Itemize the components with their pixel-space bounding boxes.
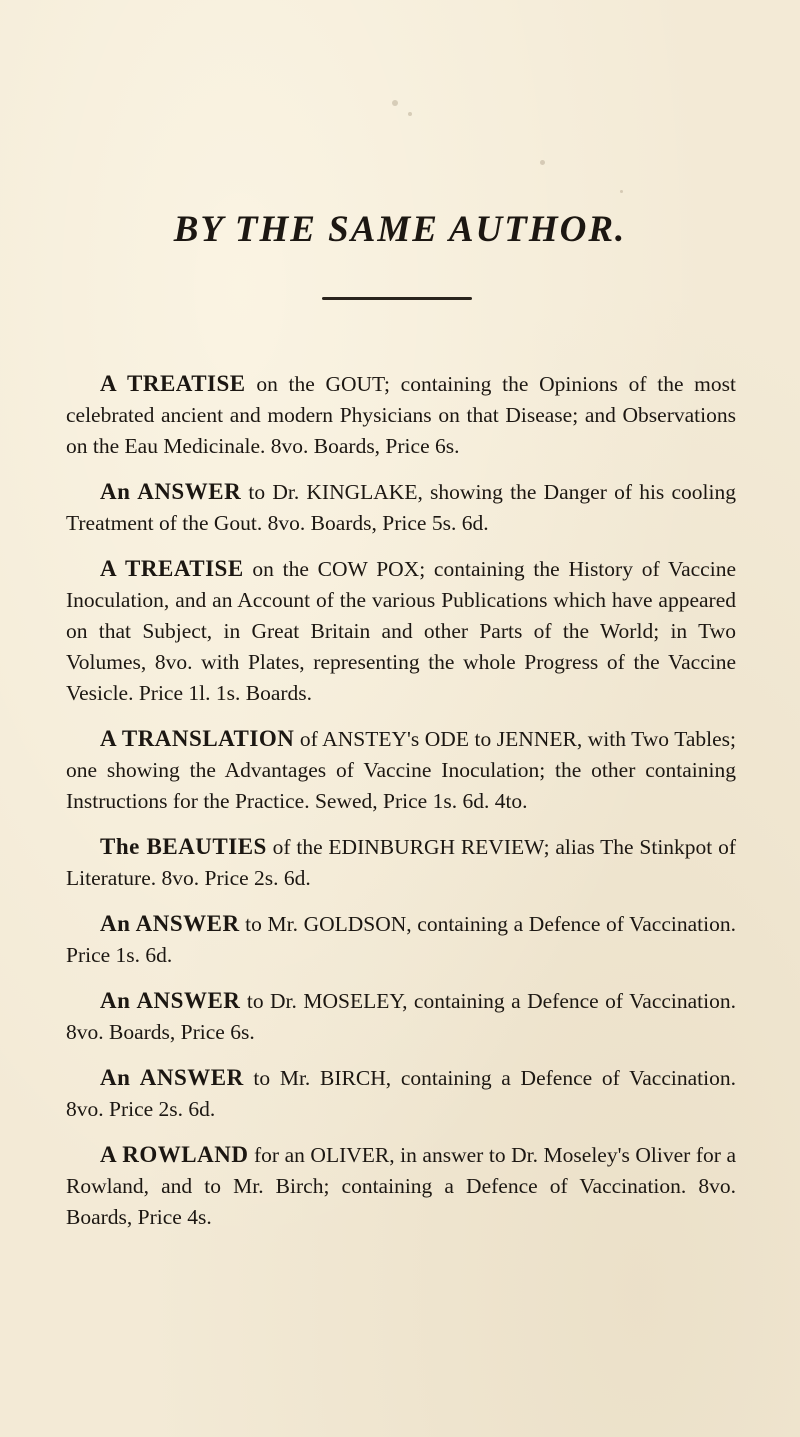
book-entry xyxy=(66,723,736,817)
entry-title: An ANSWER xyxy=(100,988,241,1013)
entry-description: to Dr. MOSELEY, containing a Defence of Vaccination. 8vo. Boards, Price 6s. xyxy=(66,989,736,1044)
paper-speck xyxy=(408,112,412,116)
paper-speck xyxy=(540,160,545,165)
book-entry xyxy=(66,1139,736,1233)
book-entry xyxy=(66,831,736,894)
entry-description: of ANSTEY's ODE to JENNER, with Two Tables; one showing the Advantages of Vaccine Inoculation; the other containing Instructions for the Practice. Sewed, Price 1s. 6d. 4to. xyxy=(66,727,736,813)
entry-title: An ANSWER xyxy=(100,911,240,936)
entry-title: An ANSWER xyxy=(100,479,242,504)
book-entry xyxy=(66,476,736,539)
entry-title: A ROWLAND xyxy=(100,1142,249,1167)
book-entry xyxy=(66,1062,736,1125)
book-entry xyxy=(66,553,736,709)
entry-description: for an OLIVER, in answer to Dr. Moseley's Oliver for a Rowland, and to Mr. Birch; containing a Defence of Vaccination. 8vo. Boards, Price 4s. xyxy=(66,1143,736,1229)
entry-title: A TRANSLATION xyxy=(100,726,295,751)
paper-speck xyxy=(392,100,398,106)
page-heading: BY THE SAME AUTHOR. xyxy=(173,209,627,250)
entry-description: of the EDINBURGH REVIEW; alias The Stinkpot of Literature. 8vo. Price 2s. 6d. xyxy=(66,835,736,890)
entry-description: on the GOUT; containing the Opinions of the most celebrated ancient and modern Physicians on that Disease; and Observations on the Eau Medicinale. 8vo. Boards, Price 6s. xyxy=(66,372,737,458)
entry-title: The BEAUTIES xyxy=(100,834,267,859)
book-entry xyxy=(66,368,736,462)
book-entry xyxy=(66,908,736,971)
paper-speck xyxy=(620,190,623,193)
book-entry xyxy=(66,985,736,1048)
entry-title: A TREATISE xyxy=(100,556,244,581)
entry-title: An ANSWER xyxy=(100,1065,244,1090)
entry-description: on the COW POX; containing the History of Vaccine Inoculation, and an Account of the various Publications which have appeared on that Subject, in Great Britain and other Parts of the World; in Two Volumes, 8vo. with Plates, representing the whole Progress of the Vaccine Vesicle. Price 1l. 1s. Boards. xyxy=(66,557,736,705)
book-list xyxy=(66,368,736,1247)
entry-title: A TREATISE xyxy=(100,371,246,396)
entry-description: to Mr. BIRCH, containing a Defence of Vaccination. 8vo. Price 2s. 6d. xyxy=(66,1066,736,1121)
entry-description: to Dr. KINGLAKE, showing the Danger of his cooling Treatment of the Gout. 8vo. Boards, Price 5s. 6d. xyxy=(66,480,736,535)
entry-description: to Mr. GOLDSON, containing a Defence of Vaccination. Price 1s. 6d. xyxy=(66,912,736,967)
heading-rule xyxy=(322,297,472,300)
